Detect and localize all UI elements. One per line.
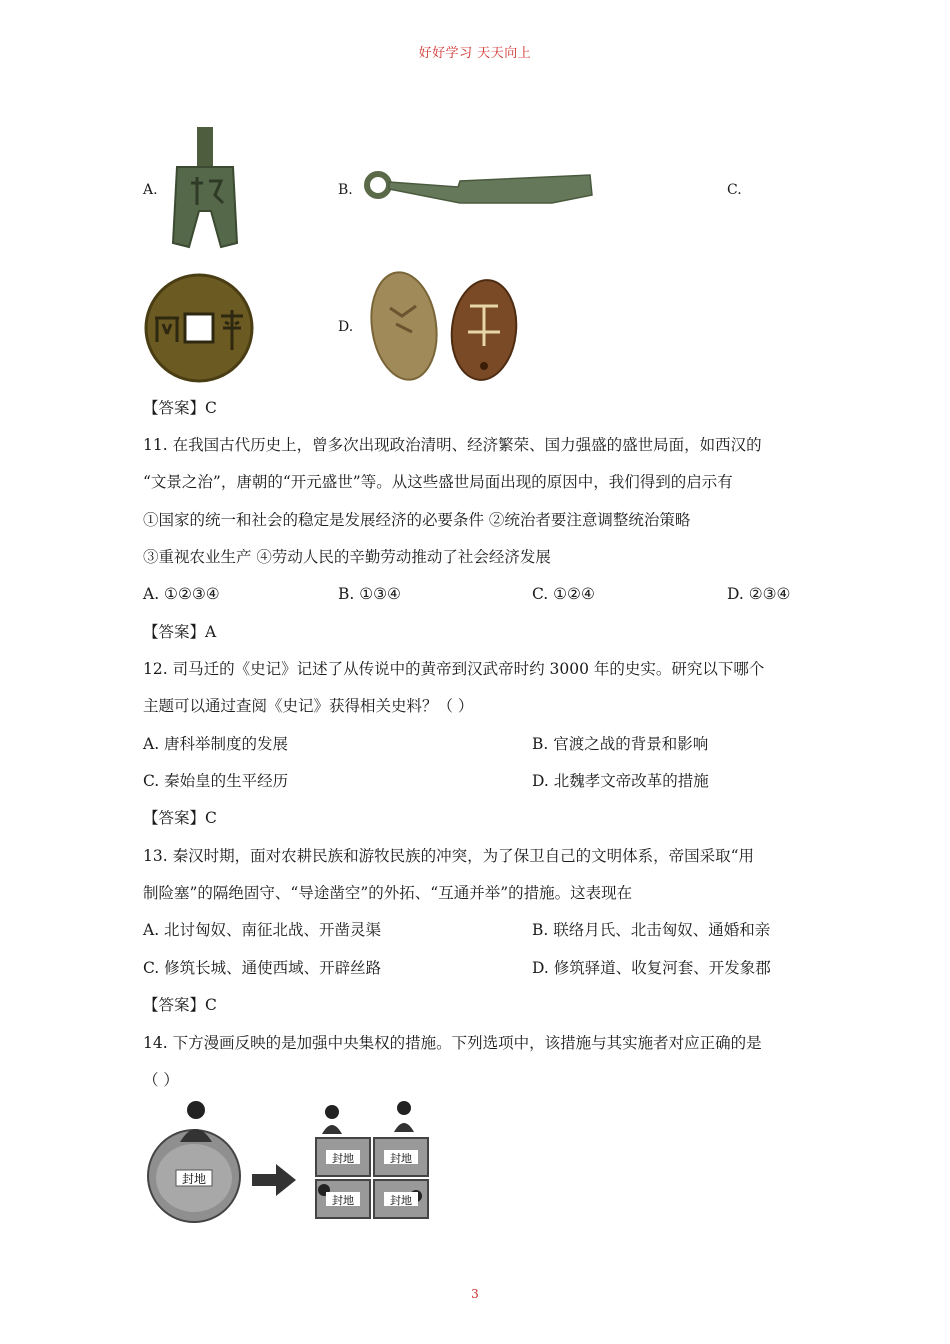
q14-line-2: （ ） — [143, 1071, 179, 1089]
cartoon-label-left: 封地 — [181, 1172, 207, 1186]
q12-line-2: 主题可以通过查阅《史记》获得相关史料？（ ） — [143, 697, 474, 715]
q13-option-a: A. 北讨匈奴、南征北战、开凿灵渠 — [143, 921, 382, 939]
q11-line-3: ①国家的统一和社会的稳定是发展经济的必要条件 ②统治者要注意调整统治策略 — [143, 511, 691, 529]
cartoon-label-top-left: 封地 — [332, 1152, 354, 1165]
spade-coin-image — [165, 125, 245, 253]
ant-nose-coins-image — [366, 268, 526, 388]
fenfeng-cartoon-image — [146, 1098, 442, 1226]
banliang-coin-image — [143, 272, 255, 384]
q13-line-2: 制险塞”的隔绝固守、“导途凿空”的外拓、“互通并举”的措施。这表现在 — [143, 884, 633, 902]
q10-answer: 【答案】C — [143, 399, 217, 417]
q13-option-d: D. 修筑驿道、收复河套、开发象郡 — [532, 959, 771, 977]
q12-option-b: B. 官渡之战的背景和影响 — [532, 735, 709, 753]
q11-line-1: 11. 在我国古代历史上，曾多次出现政治清明、经济繁荣、国力强盛的盛世局面，如西汉的 — [143, 436, 762, 454]
q11-option-c: C. ①②④ — [532, 585, 595, 603]
q12-answer: 【答案】C — [143, 809, 217, 827]
page-number: 3 — [471, 1287, 479, 1301]
q12-option-d: D. 北魏孝文帝改革的措施 — [532, 772, 709, 790]
q13-option-b: B. 联络月氏、北击匈奴、通婚和亲 — [532, 921, 771, 939]
page-header: 好好学习 天天向上 — [418, 46, 532, 61]
q13-answer: 【答案】C — [143, 996, 217, 1014]
q11-line-4: ③重视农业生产 ④劳动人民的辛勤劳动推动了社会经济发展 — [143, 548, 551, 566]
knife-coin-image — [362, 165, 594, 210]
q11-answer: 【答案】A — [143, 623, 217, 641]
q11-option-a: A. ①②③④ — [143, 585, 220, 603]
q10-option-c-label: C. — [727, 182, 742, 198]
q11-option-b: B. ①③④ — [338, 585, 401, 603]
q14-line-1: 14. 下方漫画反映的是加强中央集权的措施。下列选项中，该措施与其实施者对应正确的是 — [143, 1034, 762, 1052]
q11-line-2: “文景之治”，唐朝的“开元盛世”等。从这些盛世局面出现的原因中，我们得到的启示有 — [143, 473, 733, 491]
cartoon-label-bottom-left: 封地 — [332, 1194, 354, 1207]
q12-option-a: A. 唐科举制度的发展 — [143, 735, 289, 753]
cartoon-label-top-right: 封地 — [390, 1152, 412, 1165]
q13-line-1: 13. 秦汉时期，面对农耕民族和游牧民族的冲突，为了保卫自己的文明体系，帝国采取“用 — [143, 847, 755, 865]
q12-option-c: C. 秦始皇的生平经历 — [143, 772, 289, 790]
q11-option-d: D. ②③④ — [727, 585, 791, 603]
q10-option-a-label: A. — [143, 182, 158, 198]
q10-option-d-label: D. — [338, 319, 354, 335]
cartoon-label-bottom-right: 封地 — [390, 1194, 412, 1207]
q10-option-b-label: B. — [338, 182, 353, 198]
q13-option-c: C. 修筑长城、通使西域、开辟丝路 — [143, 959, 382, 977]
q12-line-1: 12. 司马迁的《史记》记述了从传说中的黄帝到汉武帝时约 3000 年的史实。研究以下哪个 — [143, 660, 765, 678]
